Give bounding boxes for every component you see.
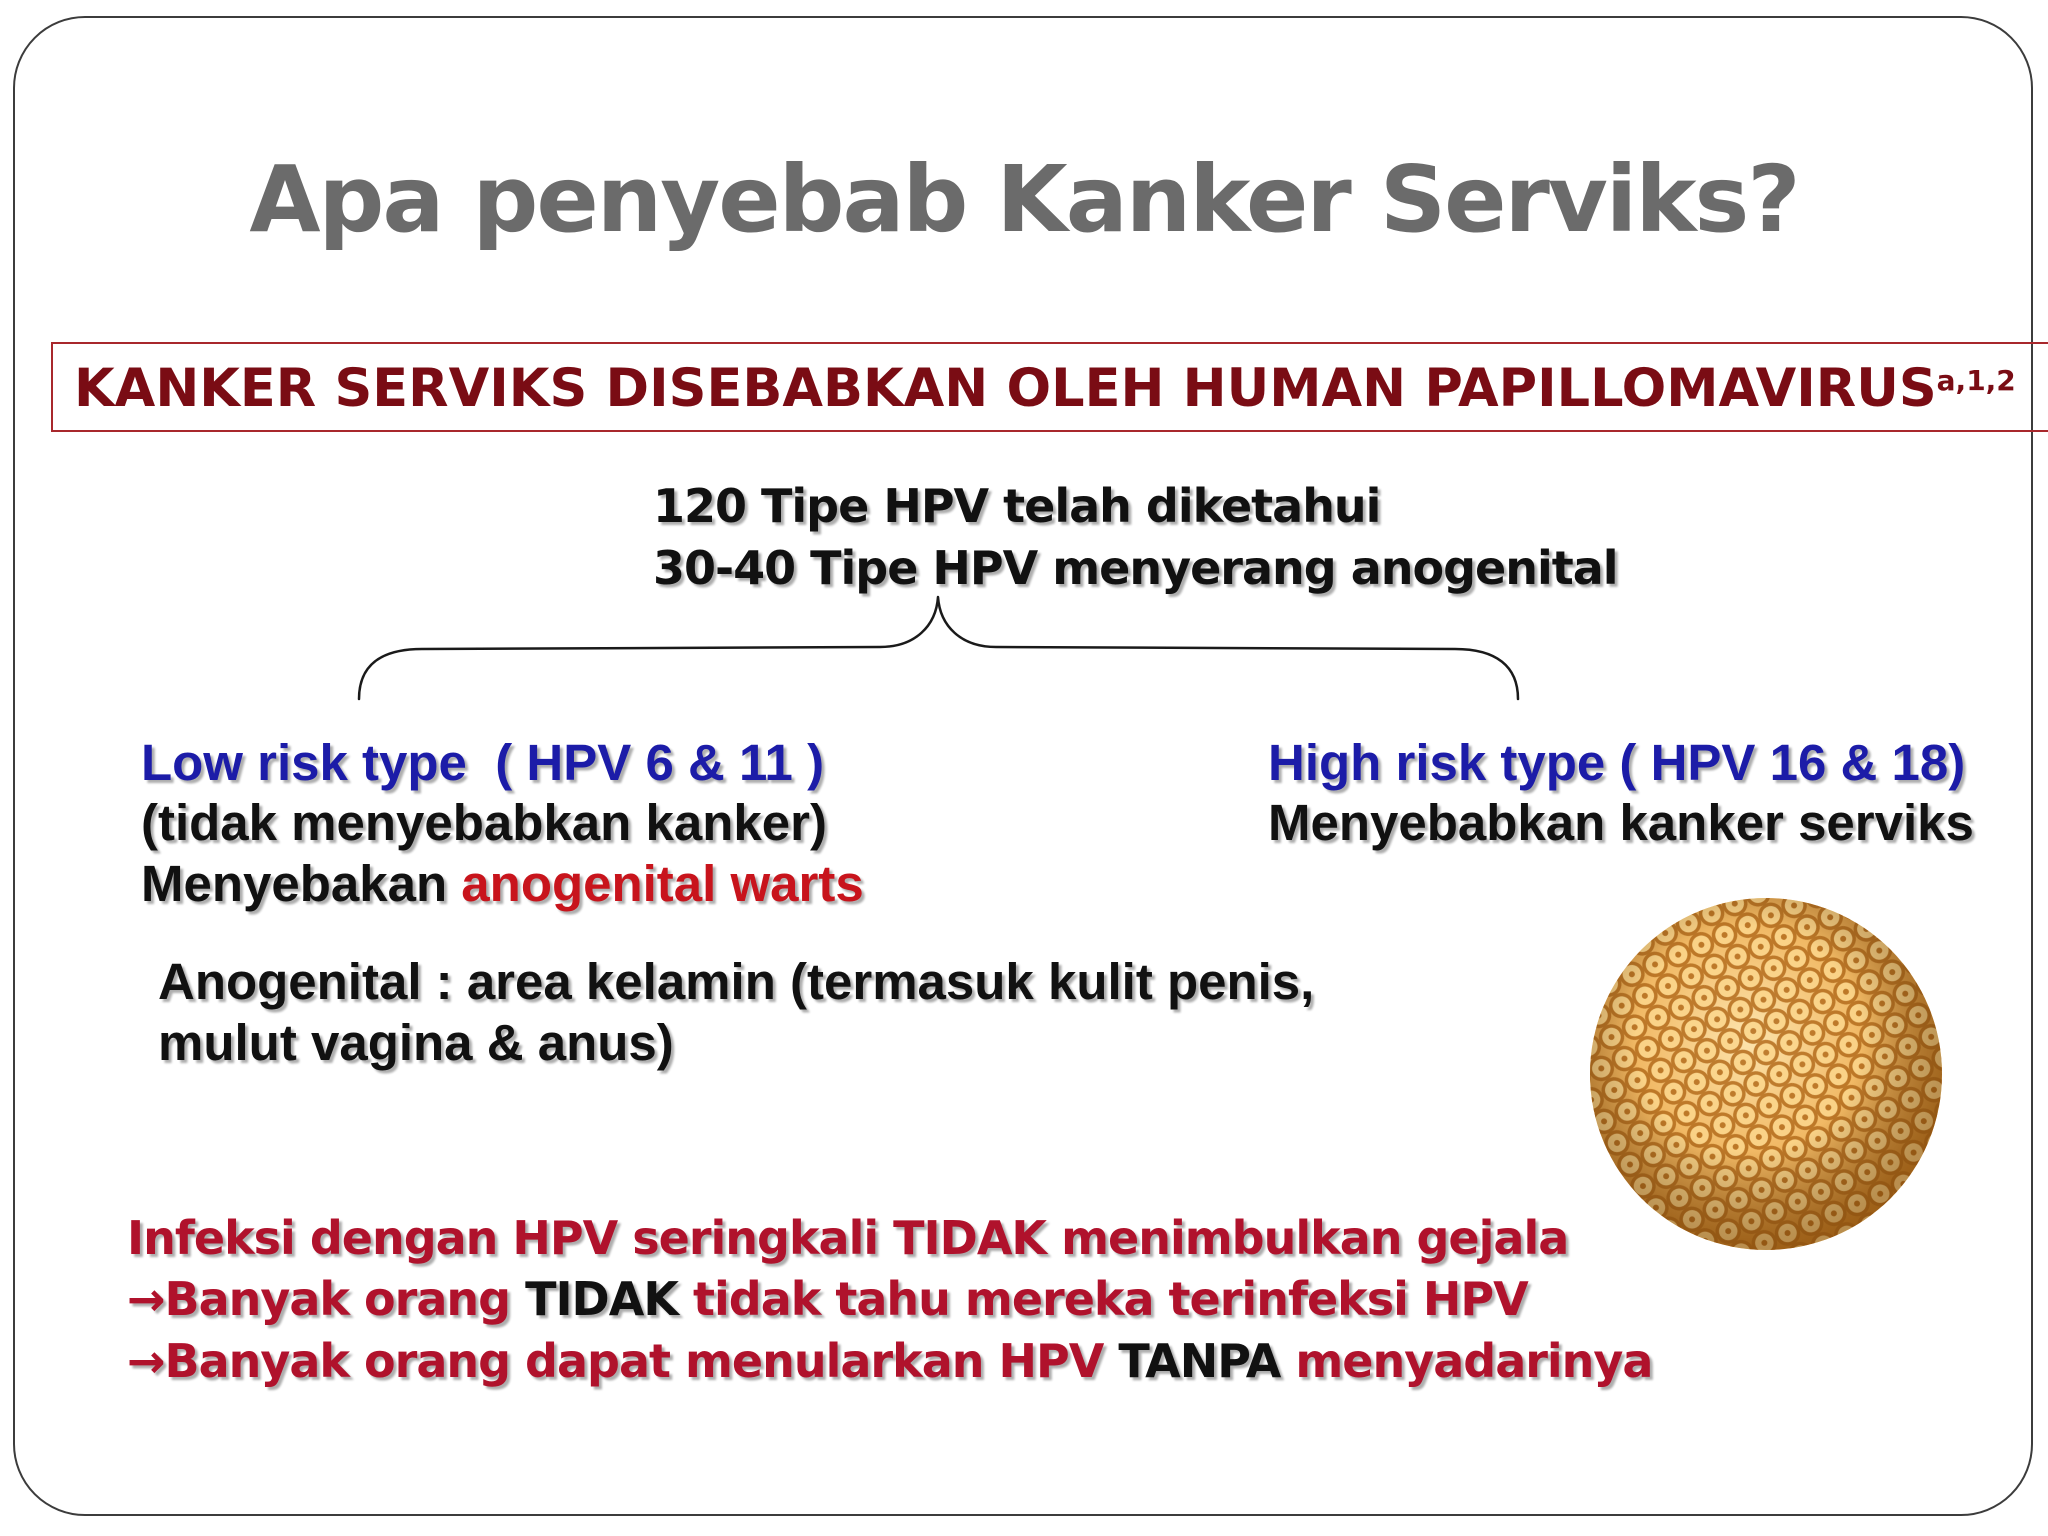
cause-banner-reference: a,1,2	[1936, 364, 2016, 397]
low-risk-effect-prefix: Menyebakan	[141, 855, 462, 912]
arrow-right-icon: →	[127, 1334, 165, 1388]
cause-banner	[51, 342, 2048, 432]
cause-banner-text-line	[74, 358, 2016, 419]
hpv-types-anogenital: 30-40 Tipe HPV menyerang anogenital	[653, 541, 1618, 595]
low-risk-effect	[141, 855, 864, 912]
low-risk-effect-highlight: anogenital warts	[461, 855, 864, 912]
warning-line-3-emphasis: TANPA	[1118, 1334, 1281, 1388]
high-risk-effect: Menyebabkan kanker serviks	[1268, 794, 1974, 851]
high-risk-heading: High risk type ( HPV 16 & 18)	[1268, 734, 1966, 791]
cause-banner-text: KANKER SERVIKS DISEBABKAN OLEH HUMAN PAPILLOMAVIRUS	[74, 358, 1937, 419]
anogenital-definition-line2: mulut vagina & anus)	[158, 1014, 674, 1071]
low-risk-heading: Low risk type ( HPV 6 & 11 )	[141, 734, 825, 791]
hpv-virus-image	[1580, 888, 1952, 1260]
slide-title: Apa penyebab Kanker Serviks?	[249, 146, 1799, 253]
hpv-types-known: 120 Tipe HPV telah diketahui	[653, 479, 1381, 533]
warning-line-2-emphasis: TIDAK	[525, 1272, 678, 1326]
warning-line-1: Infeksi dengan HPV seringkali TIDAK menimbulkan gejala	[127, 1211, 1569, 1265]
anogenital-definition-line1: Anogenital : area kelamin (termasuk kulit penis,	[158, 953, 1315, 1010]
warning-line-3-pre: Banyak orang dapat menularkan HPV	[164, 1334, 1119, 1388]
arrow-right-icon: →	[127, 1272, 165, 1326]
warning-line-3-post: menyadarinya	[1280, 1334, 1653, 1388]
warning-line-2	[127, 1272, 1528, 1326]
warning-line-3	[127, 1334, 1653, 1388]
warning-line-2-pre: Banyak orang	[164, 1272, 526, 1326]
warning-line-2-post: tidak tahu mereka terinfeksi HPV	[678, 1272, 1528, 1326]
low-risk-note: (tidak menyebabkan kanker)	[141, 794, 827, 851]
